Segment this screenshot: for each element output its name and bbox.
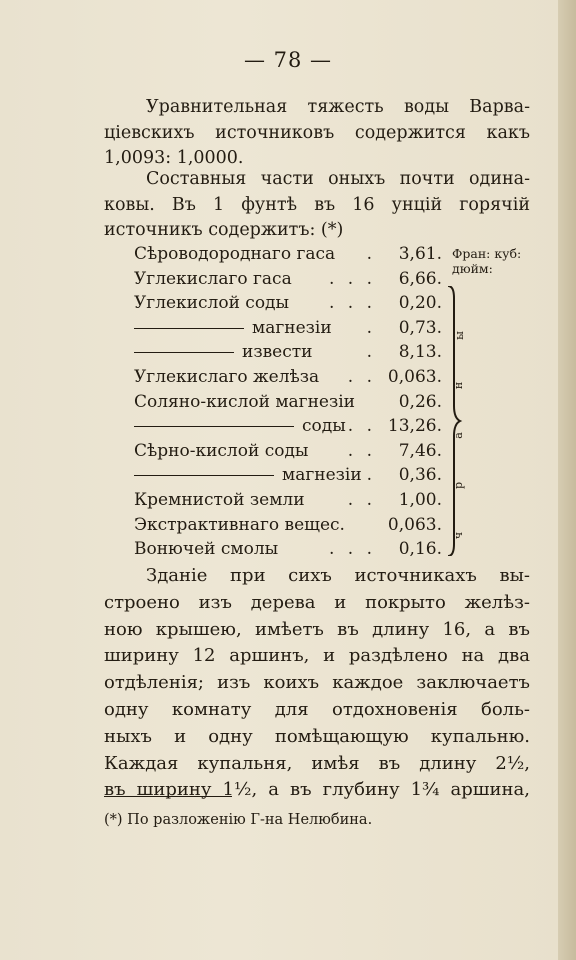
component-name-text: извести <box>242 342 313 363</box>
composition-row <box>134 390 454 415</box>
component-name <box>134 242 335 267</box>
text-line: одну комнату для отдохновенiя боль- <box>104 698 530 720</box>
text-line: цiевскихъ источниковъ содержится какъ <box>104 122 530 143</box>
composition-row <box>134 439 454 464</box>
page-number: — 78 — <box>243 48 333 72</box>
text-line: ныхъ и одну помѣщающую купальню. <box>104 725 530 747</box>
text-line: Уравнительная тяжесть воды Варва- <box>146 97 530 117</box>
component-name-text: Экстрактивнаго вещес. <box>134 514 345 535</box>
composition-row <box>134 365 454 390</box>
component-value: 8,13. <box>398 342 442 363</box>
paragraph-specific-gravity <box>104 95 530 172</box>
footnote: (*) По разложенiю Г-на Нелюбина. <box>104 812 373 828</box>
component-name <box>134 463 362 488</box>
component-value: 3,61. <box>398 244 442 264</box>
component-name <box>134 316 332 341</box>
component-name-text: Кремнистой земли <box>134 489 305 510</box>
text-line: источникъ содержитъ: (*) <box>104 220 344 240</box>
unit-note-line: Фран: куб: <box>452 246 522 261</box>
text-line: Зданiе при сихъ источникахъ вы- <box>146 565 530 586</box>
leader-dots: . <box>366 317 376 338</box>
paragraph-building <box>104 563 530 804</box>
leader-dots: . <box>366 244 376 264</box>
component-name <box>134 291 289 316</box>
text-line: Каждая купальня, имѣя въ длину 2½, <box>104 752 530 774</box>
text-line: Составныя части оныхъ почти одина- <box>146 169 530 189</box>
component-name-text: магнезiи <box>282 465 362 486</box>
composition-row <box>134 414 454 439</box>
component-value: 6,66. <box>398 268 442 289</box>
ditto-dash <box>134 426 294 427</box>
text-line: ковы. Въ 1 фунтѣ въ 16 унцiй горячiй <box>104 194 530 215</box>
component-value: 0,063. <box>387 514 442 535</box>
side-letter: р <box>452 481 466 490</box>
leader-dots: . . <box>347 489 376 510</box>
text-line: 1,0093: 1,0000. <box>104 148 244 168</box>
composition-row <box>134 291 454 316</box>
page-spine-shadow <box>558 0 576 960</box>
component-name-text: Сѣрно-кислой соды <box>134 440 309 461</box>
text-line: отдѣленiя; изъ коихъ каждое заключаетъ <box>104 672 530 694</box>
leader-dots: . . . <box>328 268 376 289</box>
composition-row <box>134 488 454 513</box>
leader-dots: . . . <box>328 293 376 314</box>
component-name-text: Углекислаго желѣза <box>134 366 320 387</box>
unit-note <box>452 246 521 276</box>
composition-row <box>134 463 454 488</box>
text-line: строено изъ дерева и покрыто желѣз- <box>104 591 530 613</box>
leader-dots: . . <box>347 416 376 437</box>
ditto-dash <box>134 328 244 329</box>
component-name <box>134 390 355 415</box>
component-value: 7,46. <box>398 440 442 461</box>
paragraph-composition-intro <box>104 167 530 244</box>
footnote-rule <box>104 796 232 797</box>
side-letter: а <box>451 432 465 439</box>
component-name-text: Вонючей смолы <box>134 539 279 560</box>
composition-row <box>134 340 454 365</box>
leader-dots: . . . <box>328 539 376 560</box>
leader-dots: . . <box>347 366 376 387</box>
component-name-text: Углекислаго гаса <box>134 268 292 289</box>
component-name <box>134 414 346 439</box>
component-name-text: Углекислой соды <box>134 293 290 314</box>
leader-dots: . . <box>347 440 376 461</box>
text-line: въ ширину 1½, а въ глубину 1¾ аршина, <box>104 779 530 801</box>
component-value: 0,16. <box>398 539 442 560</box>
side-letter: н <box>452 381 466 390</box>
component-name <box>134 439 308 464</box>
component-name-text: магнезiи <box>252 317 332 338</box>
leader-dots: . <box>366 465 376 486</box>
unit-note-line: дюйм: <box>452 261 493 276</box>
ditto-dash <box>134 475 274 476</box>
component-name <box>134 537 278 562</box>
leader-dots: . <box>366 342 376 363</box>
component-name <box>134 488 305 513</box>
text-line: ширину 12 аршинъ, и раздѣлено на два <box>104 645 530 667</box>
component-value: 0,20. <box>398 293 442 314</box>
text-line: ною крышею, имѣетъ въ длину 16, а въ <box>104 618 530 640</box>
side-letter: ч <box>452 531 466 540</box>
component-name-text: соды <box>302 416 346 437</box>
composition-row <box>134 537 454 562</box>
curly-brace-icon <box>444 286 464 556</box>
ditto-dash <box>134 352 234 353</box>
side-letter: ы <box>452 331 466 340</box>
composition-row <box>134 267 454 292</box>
component-value: 13,26. <box>387 416 442 437</box>
component-name <box>134 365 319 390</box>
composition-row <box>134 513 454 538</box>
component-name <box>134 267 292 292</box>
component-name <box>134 340 313 365</box>
component-value: 0,063. <box>387 366 442 387</box>
component-name-text: Сѣроводороднаго гаса <box>134 244 336 264</box>
component-value: 0,26. <box>398 391 442 412</box>
component-name-text: Соляно-кислой магнезiи <box>134 391 356 412</box>
component-value: 0,36. <box>398 465 442 486</box>
component-value: 0,73. <box>398 317 442 338</box>
component-value: 1,00. <box>398 489 442 510</box>
composition-table <box>134 242 454 562</box>
component-name <box>134 513 345 538</box>
composition-row <box>134 316 454 341</box>
composition-row <box>134 242 454 267</box>
